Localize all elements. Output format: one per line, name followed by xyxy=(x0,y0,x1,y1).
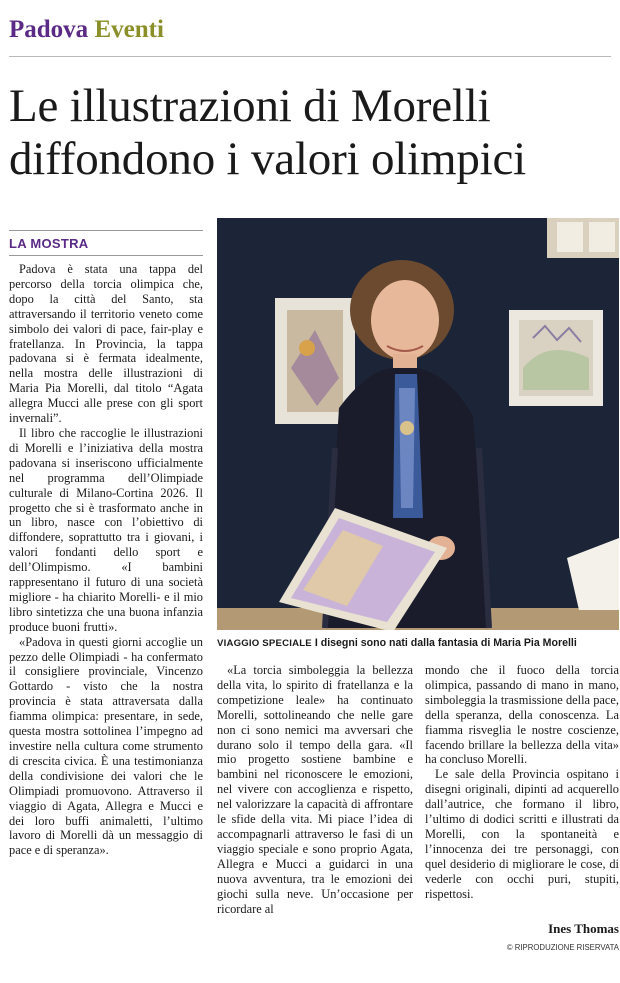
paragraph: Il libro che raccoglie le illustrazioni di Morelli e l’iniziativa della mostra padovana si inseriscono ufficialmente nel programma dell’Olimpiade culturale di Milano-Cortina 2026. Il progetto che si è trasformato anche in un libro, nasce con l’obiettivo di diffondere, soprattutto tra i giovani, i valori fondanti dello sport e dell’Olimpismo. «I bambini rappresentano il futuro di una società migliore - ha chiarito Morelli- e il mio libro sintetizza che una buona infanzia produce buoni frutti». xyxy=(9,425,203,634)
section-city: Padova xyxy=(9,16,89,43)
photo-caption xyxy=(217,636,619,651)
paragraph: «Padova in questi giorni accoglie un pezzo delle Olimpiadi - ha confermato il consigliere provinciale, Vincenzo Gottardo - visto che la nostra provincia è stata attraversata dalla fiamma olimpica: presentare, in sede, questa mostra sottolinea l’impegno ad investire nella cultura come strumento di crescita civica. È una testimonianza della condivisione dei valori che le Olimpiadi promuovono. Attraverso il viaggio di Agata, Allegra e Mucci e dei loro buffi animaletti, l’ultimo lavoro di Morelli dà un messaggio di pace e di speranza». xyxy=(9,634,203,858)
article-column-1 xyxy=(9,262,203,858)
article-column-3 xyxy=(425,663,619,902)
header-rule xyxy=(9,56,611,57)
article-photo xyxy=(217,218,619,630)
section-header xyxy=(9,14,164,46)
paragraph: «La torcia simboleggia la bellezza della vita, lo spirito di fratellanza e la competizione leale» ha continuato Morelli, sottolineando che nelle gare non ci sono nemici ma avversari che durano solo il tempo della gara. «Il mio progetto sostiene bambine e bambini nel riconoscere le emozioni, nel vivere con accoglienza e rispetto, nel valorizzare la capacità di affrontare le sfide della vita. Mi piace l’idea di accompagnarli attraverso le fasi di un viaggio speciale e sono proprio Agata, Allegra e Mucci a guidarci in una nuova avventura, tra le emozioni dei giochi sulla neve. Un’occasione per ricordare al xyxy=(217,663,413,916)
paragraph: Padova è stata una tappa del percorso della torcia olimpica che, dopo la città del Santo, sta attraversando il territorio veneto come simbolo dei valori di pace, fair-play e fratellanza. In Provincia, la tappa padovana si è fermata idealmente, nella mostra delle illustrazioni di Maria Pia Morelli, dal titolo “Agata allegra Mucci alle prese con gli sport invernali”. xyxy=(9,262,203,426)
article-column-2 xyxy=(217,663,413,916)
paragraph: Le sale della Provincia ospitano i disegni originali, dipinti ad acquerello dall’autrice, che formano il libro, l’ultimo di dodici scritti e illustrati da Morelli, con la spontaneità e l’innocenza dei tre personaggi, con quel desiderio di migliorare le cose, di vederle con occhi puri, stupiti, rispettosi. xyxy=(425,767,619,901)
caption-text: I disegni sono nati dalla fantasia di Maria Pia Morelli xyxy=(314,637,577,649)
paragraph: mondo che il fuoco della torcia olimpica, passando di mano in mano, simboleggia la trasmissione della pace, della speranza, della conoscenza. La fiamma risveglia le nostre coscienze, facendo brillare la bellezza della vita» ha concluso Morelli. xyxy=(425,663,619,767)
headline xyxy=(9,80,613,186)
copyright-notice: © RIPRODUZIONE RISERVATA xyxy=(506,943,619,952)
kicker: LA MOSTRA xyxy=(9,230,203,256)
author-byline: Ines Thomas xyxy=(548,921,619,936)
caption-label: VIAGGIO SPECIALE xyxy=(217,638,312,649)
photo-illustration xyxy=(217,218,619,630)
section-category: Eventi xyxy=(94,16,164,43)
headline-line-1: Le illustrazioni di Morelli xyxy=(9,80,491,132)
headline-line-2: diffondono i valori olimpici xyxy=(9,133,526,185)
